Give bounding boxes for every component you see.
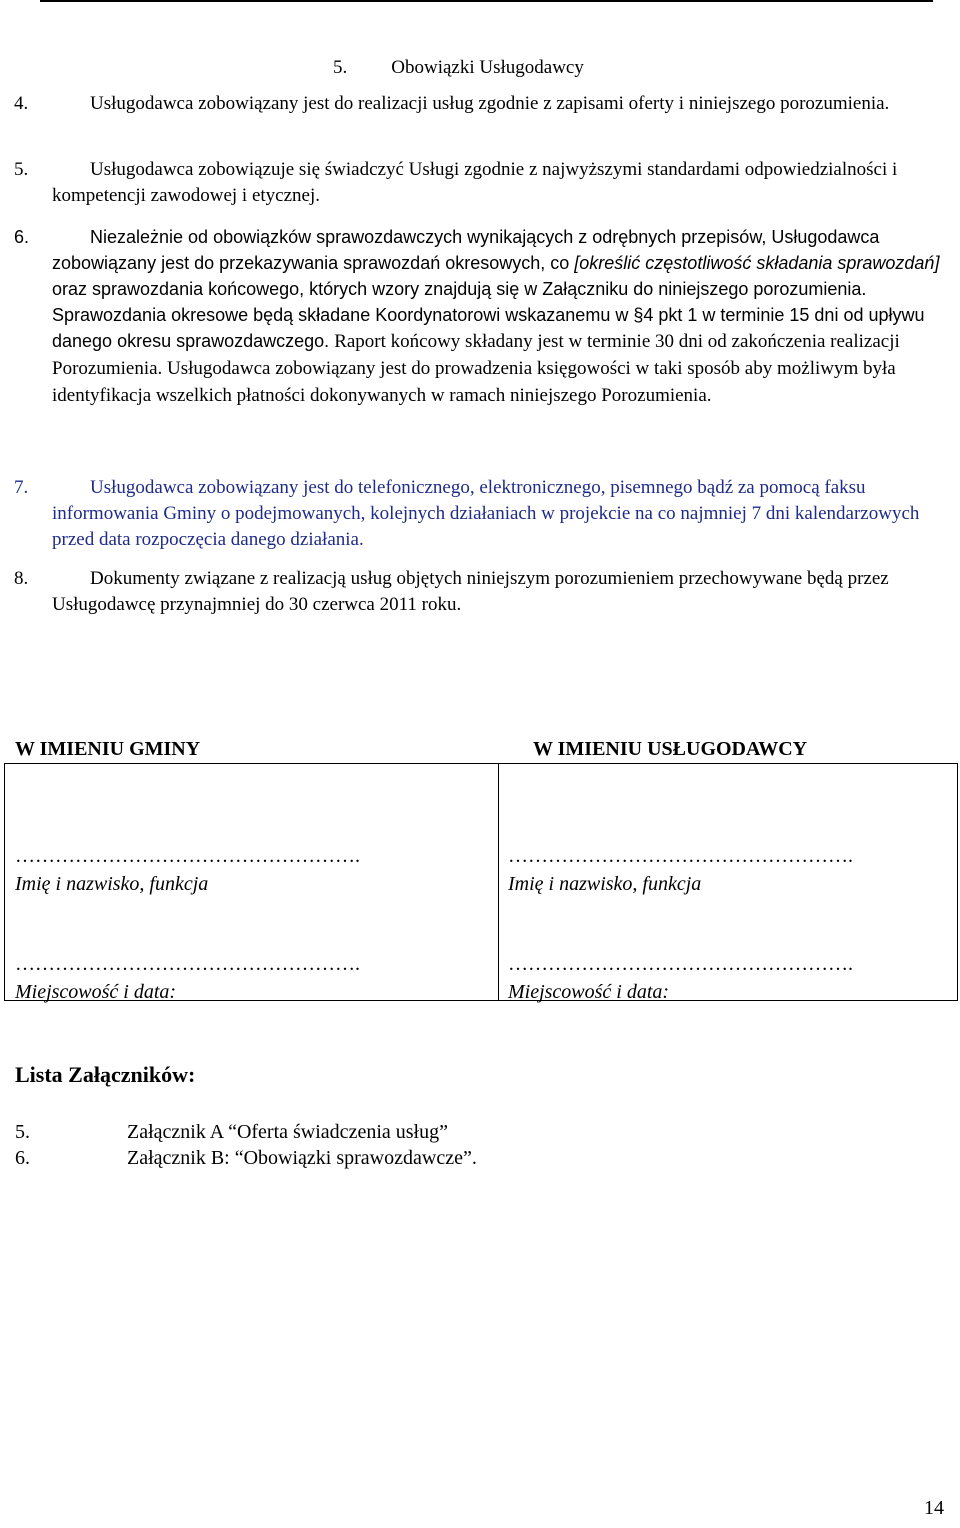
attachment-number: 6. — [15, 1147, 30, 1169]
signature-name-left — [15, 842, 360, 898]
section-title: Obowiązki Usługodawcy — [391, 57, 584, 78]
item-text-part-b: oraz sprawozdania końcowego, których wzory znajdują się w Załączniku do niniejszego porozumienia. Sprawozdania okresowe będą składane Koordynatorowi wskazanemu w §4 pkt 1 w terminie 15 dni od upływu danego okresu sprawozdawczego. — [52, 279, 925, 351]
signature-caption: Miejscowość i data: — [508, 981, 670, 1003]
item-text: Usługodawca zobowiązany jest do realizacji usług zgodnie z zapisami oferty i niniejszego porozumienia. — [90, 93, 890, 114]
signature-table — [4, 763, 958, 1001]
list-item-6 — [14, 224, 944, 409]
list-item-5 — [14, 157, 944, 209]
signature-dots: ……………………………………………. — [508, 953, 853, 975]
item-text-italic: [określić częstotliwość składania sprawozdań] — [574, 253, 940, 273]
list-item-4 — [14, 91, 944, 117]
signature-name-right — [508, 842, 853, 898]
top-rule — [40, 0, 933, 2]
signature-place-right — [508, 950, 853, 1006]
signature-caption: Miejscowość i data: — [15, 981, 177, 1003]
signature-header-uslugodawca: W IMIENIU USŁUGODAWCY — [533, 738, 808, 760]
attachment-item — [15, 1146, 477, 1170]
item-text: Usługodawca zobowiązuje się świadczyć Usługi zgodnie z najwyższymi standardami odpowiedzialności i kompetencji zawodowej i etycznej. — [52, 159, 898, 206]
signature-dots: ……………………………………………. — [15, 845, 360, 867]
item-text — [52, 224, 944, 409]
attachment-text: Załącznik A “Oferta świadczenia usług” — [127, 1121, 448, 1143]
section-number: 5. — [333, 57, 348, 78]
item-number: 7. — [14, 477, 29, 498]
attachment-text: Załącznik B: “Obowiązki sprawozdawcze”. — [127, 1147, 477, 1169]
list-item-7 — [14, 475, 944, 553]
section-heading — [333, 56, 584, 80]
signature-divider — [498, 764, 499, 1000]
signature-caption: Imię i nazwisko, funkcja — [508, 873, 702, 895]
item-text: Dokumenty związane z realizacją usług objętych niniejszym porozumieniem przechowywane będą przez Usługodawcę przynajmniej do 30 czerwca 2011 roku. — [52, 568, 889, 615]
item-text: Usługodawca zobowiązany jest do telefonicznego, elektronicznego, pisemnego bądź za pomocą faksu informowania Gminy o podejmowanych, kolejnych działaniach w projekcie na co najmniej 7 dni kalendarzowych przed data rozpoczęcia danego działania. — [52, 477, 920, 550]
signature-caption: Imię i nazwisko, funkcja — [15, 873, 209, 895]
attachments-heading: Lista Załączników: — [15, 1062, 196, 1087]
list-item-8 — [14, 566, 944, 618]
signature-dots: ……………………………………………. — [15, 953, 360, 975]
attachment-number: 5. — [15, 1121, 30, 1143]
attachment-item — [15, 1120, 448, 1144]
item-text-part-a: Niezależnie od obowiązków sprawozdawczych wynikających z odrębnych przepisów, Usługodawca zobowiązany jest do przekazywania sprawozdań okresowych, co — [52, 227, 880, 273]
signature-header-gmina: W IMIENIU GMINY — [15, 738, 201, 760]
signature-dots: ……………………………………………. — [508, 845, 853, 867]
item-number: 6. — [14, 227, 30, 247]
item-number: 5. — [14, 159, 29, 180]
item-number: 4. — [14, 93, 29, 114]
item-text-part-c: Raport końcowy składany jest w terminie 30 dni od zakończenia realizacji Porozumienia. Usługodawca zobowiązany jest do prowadzenia księgowości w taki sposób aby możliwym była identyfikacja wszelkich płatności dokonywanych w ramach niniejszego Porozumienia. — [52, 331, 900, 406]
item-number: 8. — [14, 568, 29, 589]
page-number: 14 — [924, 1497, 944, 1519]
signature-place-left — [15, 950, 360, 1006]
